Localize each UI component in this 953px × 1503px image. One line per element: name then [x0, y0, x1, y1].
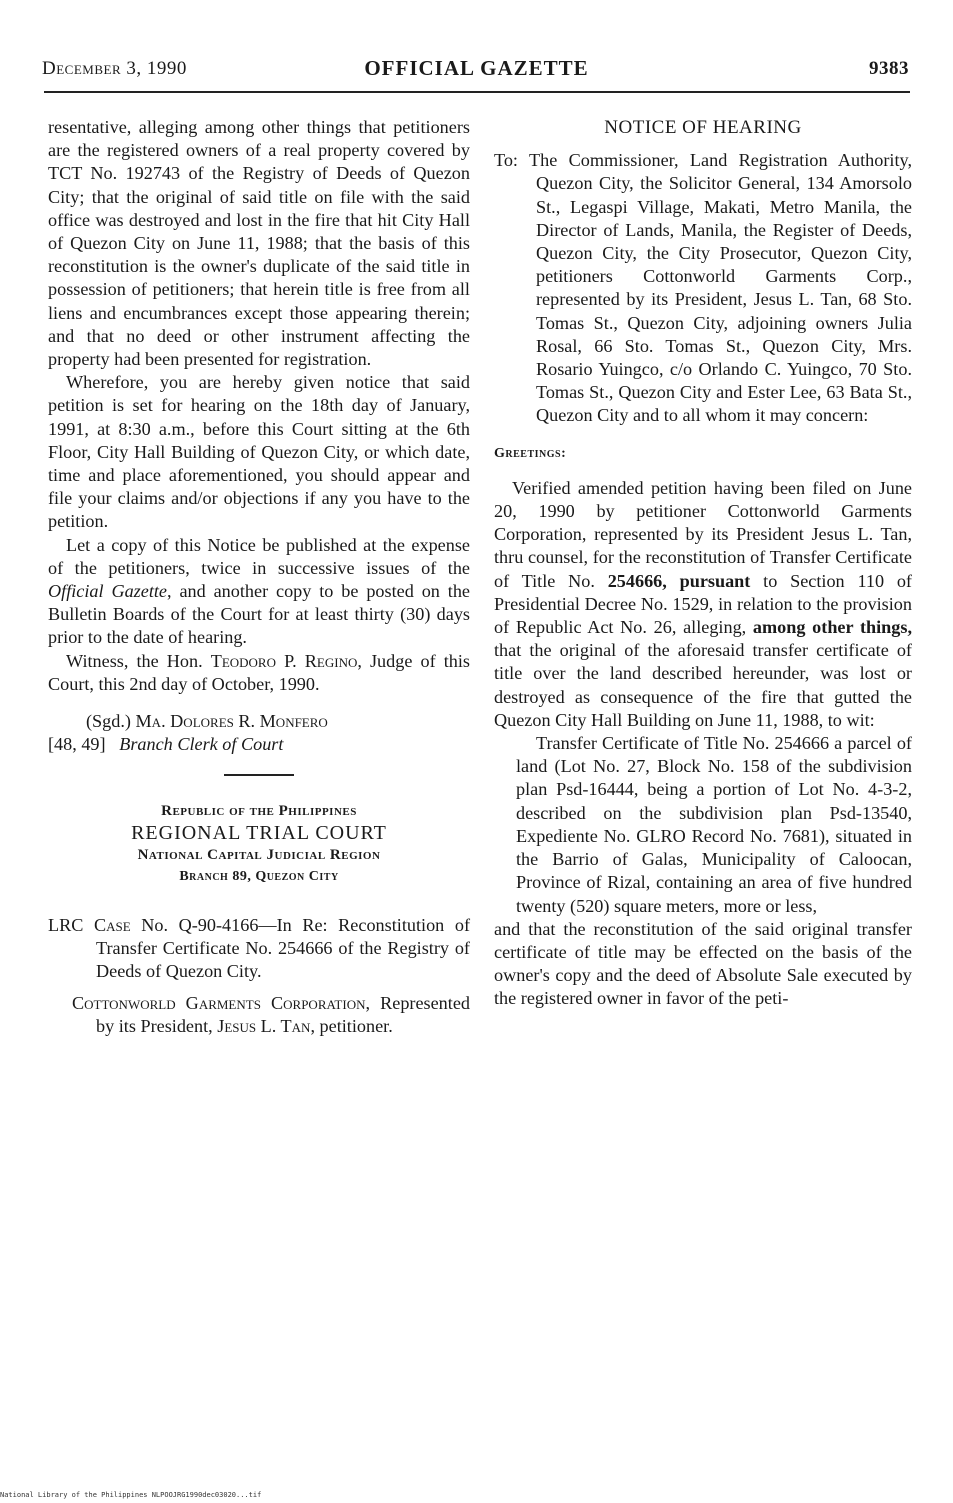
greetings-label: Greetings: — [494, 445, 567, 461]
signature-block — [48, 710, 470, 756]
sgd-label: (Sgd.) — [86, 711, 136, 732]
header-rule — [44, 91, 910, 93]
clerk-title: Branch Clerk of Court — [119, 734, 284, 755]
witness-text-2: , Judge of this Court, this 2nd day of October, 1990. — [48, 650, 470, 694]
case-caption — [48, 914, 470, 984]
header-date: December 3, 1990 — [42, 58, 187, 79]
party-name: Cottonworld Garments Corporation, — [72, 992, 371, 1013]
party-role: , petitioner. — [310, 1015, 393, 1036]
section-divider — [224, 774, 294, 776]
court-branch: Branch 89, Quezon City — [179, 869, 339, 885]
witness-text-1: Witness, the Hon. — [66, 650, 211, 671]
left-paragraph-publication — [48, 534, 470, 650]
publication-text-1: Let a copy of this Notice be published at the expense of the petitioners, twice in successive issues of the — [48, 534, 470, 578]
scan-footer: National Library of the Philippines NLPOOJRG1990dec03020...tif — [0, 1491, 262, 1499]
court-heading — [48, 800, 470, 888]
court-republic: Republic of the Philippines — [161, 803, 357, 820]
left-paragraph-witness — [48, 650, 470, 696]
publication-title: OFFICIAL GAZETTE — [364, 56, 589, 80]
petition-text-3: that the original of the aforesaid transfer certificate of title over the land described hereunder, was lost or destroyed as consequence of the fire that gutted the Quezon City Hall Building on June 11, 1988, to wit: — [494, 640, 912, 730]
petition-text-2: to Section 110 of Presidential Decree No. 1529, in relation to the provision of Republic Act No. 26, alleging, — [494, 570, 912, 638]
judge-name: Teodoro P. Regino — [210, 650, 358, 671]
page-number: 9383 — [869, 58, 909, 79]
notice-reconstitution-paragraph: and that the reconstitution of the said original transfer certificate of title may be effected on the basis of the owner's copy and the deed of Absolute Sale executed by the registered owner in favor of the peti- — [494, 918, 912, 1009]
right-column — [494, 116, 912, 1011]
petition-bold-1: 254666, pursuant — [607, 570, 751, 591]
party-president: Jesus L. Tan — [217, 1015, 311, 1036]
reference-numbers: [48, 49] — [48, 734, 106, 755]
court-name: REGIONAL TRIAL COURT — [131, 822, 387, 845]
party-caption — [48, 992, 470, 1038]
clerk-name: Ma. Dolores R. Monfero — [135, 711, 328, 732]
case-label: LRC Case — [48, 915, 131, 936]
notice-addressees: To: The Commissioner, Land Registration Authority, Quezon City, the Solicitor General, 134 Amorsolo St., Legaspi Village, Makati, Metro Manila, the Director of Lands, Manila, the Register of Deeds, Quezon City, the City Prosecutor, Quezon City, petitioners Cottonworld Garments Corp., represented by its President, Jesus L. Tan, 68 Sto. Tomas St., Quezon City, adjoining owners Julia Rosal, 66 Sto. Tomas St., Quezon City, Mrs. Rosario Yuingco, c/o Orlando C. Yuingco, 70 Sto. Tomas St., Quezon City and Ester Lee, 63 Bata St., Quezon City and to all whom it may concern: — [494, 150, 912, 426]
publication-text-2: , and another copy to be posted on the Bulletin Boards of the Court for at least thirty (30) days prior to the date of hearing. — [48, 581, 470, 648]
land-description: Transfer Certificate of Title No. 254666 a parcel of land (Lot No. 27, Block No. 158 of the subdivision plan Psd-16444, being a portion of Lot No. 4-3-2, described on the subdivision plan Psd-13540, Expediente No. GLRO Record No. 7681), situated in the Barrio of Galas, Municipality of Caloocan, Province of Rizal, containing an area of five hundred twenty (520) square meters, more or less, — [516, 733, 912, 916]
petition-text-1: Verified amended petition having been filed on June 20, 1990 by petitioner Cottonworld Garments Corporation, represented by its President Jesus L. Tan, thru counsel, for the reconstitution of Transfer Certificate of Title No. — [494, 477, 912, 591]
left-paragraph-allegations: resentative, alleging among other things that petitioners are the registered owners of a real property covered by TCT No. 192743 of the Registry of Deeds of Quezon City; that the original of said title on file with the said office was destroyed and lost in the fire that hit City Hall of Quezon City on June 11, 1988; that the basis of this reconstitution is the owner's duplicate of the said title in possession of petitioners; that herein title is free from all liens and encumbrances except those appearing therein; and that no deed or other instrument affecting the property had been presented for registration. — [48, 117, 470, 370]
notice-petition-paragraph — [494, 477, 912, 732]
court-region: National Capital Judicial Region — [137, 847, 381, 864]
case-text: No. Q-90-4166—In Re: Reconstitution of Transfer Certificate No. 254666 of the Registry of Deeds of Quezon City. — [96, 915, 471, 982]
left-column — [48, 116, 470, 1038]
petition-bold-2: among other things, — [752, 617, 913, 638]
party-represented: Represented by its President, — [96, 992, 470, 1036]
notice-title: NOTICE OF HEARING — [604, 117, 802, 138]
gazette-name: Official Gazette — [48, 581, 168, 602]
left-paragraph-wherefore: Wherefore, you are hereby given notice that said petition is set for hearing on the 18th day of January, 1991, at 8:30 a.m., before this Court sitting at the 6th Floor, City Hall Building of Quezon City, or which date, time and place aforementioned, you should appear and file your claims and/or objections if any you have to the petition. — [48, 372, 470, 532]
